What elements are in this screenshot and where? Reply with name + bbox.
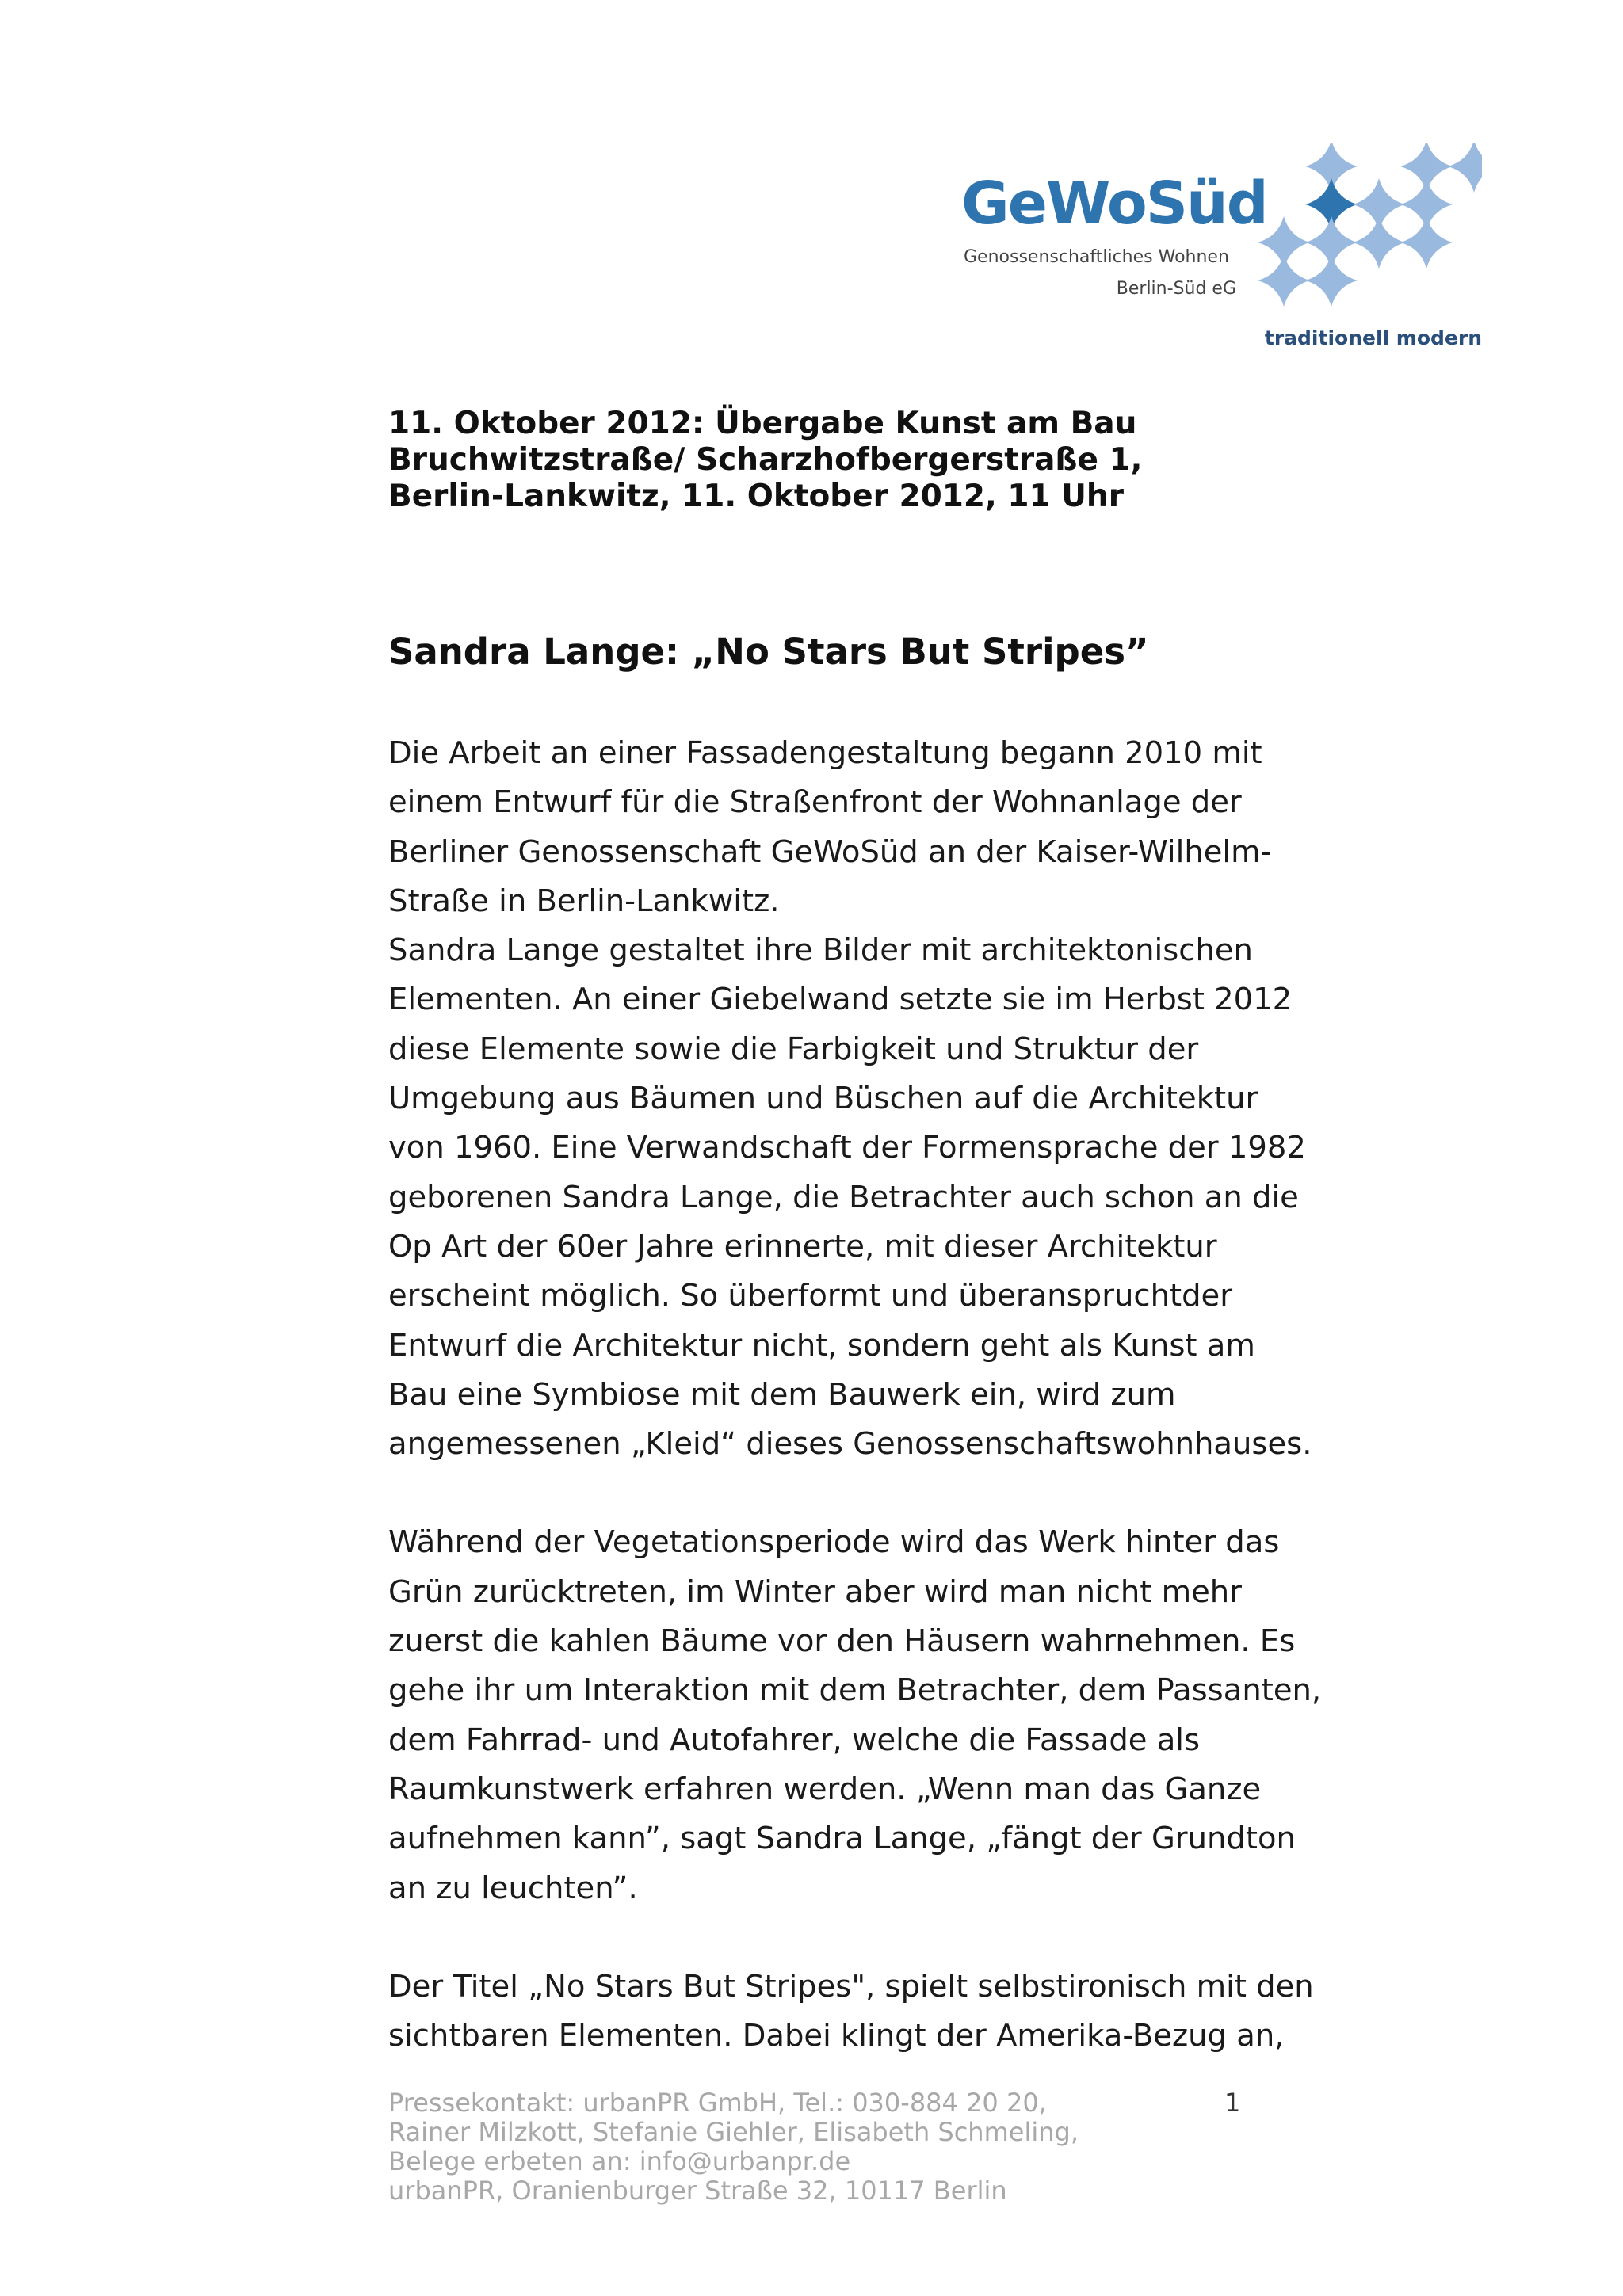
page-number: 1 — [1224, 2088, 1241, 2118]
text-line: Grün zurücktreten, im Winter aber wird man nicht mehr — [388, 1573, 1242, 1610]
text-line: Während der Vegetationsperiode wird das Werk hinter das — [388, 1524, 1280, 1561]
header-line: Bruchwitzstraße/ Scharzhofbergerstraße 1, — [388, 442, 1143, 478]
body-text — [388, 729, 1322, 2110]
text-line: sichtbaren Elementen. Dabei klingt der Amerika-Bezug an, — [388, 2018, 1285, 2054]
paragraph — [388, 729, 1312, 1469]
logo-tagline: traditionell modern — [1264, 326, 1482, 349]
text-line: gehe ihr um Interaktion mit dem Betrachter, dem Passanten, — [388, 1672, 1322, 1709]
press-contact-footer — [388, 2088, 1102, 2206]
text-line: Op Art der 60er Jahre erinnerte, mit dieser Architektur — [388, 1228, 1217, 1264]
logo-star-shape — [1353, 216, 1405, 269]
text-line: angemessenen „Kleid“ dieses Genossenschaftswohnhauses. — [388, 1426, 1312, 1463]
logo-stars-icon — [1252, 143, 1482, 317]
text-line: Raumkunstwerk erfahren werden. „Wenn man das Ganze — [388, 1771, 1262, 1807]
text-line: Bau eine Symbiose mit dem Bauwerk ein, wird zum — [388, 1376, 1176, 1413]
gewosued-logo — [943, 143, 1490, 364]
logo-subtitle: Genossenschaftliches Wohnen — [964, 247, 1229, 267]
text-line: Die Arbeit an einer Fassadengestaltung begann 2010 mit — [388, 735, 1262, 771]
text-line: geborenen Sandra Lange, die Betrachter auch schon an die — [388, 1179, 1299, 1215]
logo-name: GeWoSüd — [961, 170, 1267, 238]
text-line: einem Entwurf für die Straßenfront der Wohnanlage der — [388, 784, 1242, 821]
text-line: Umgebung aus Bäumen und Büschen auf die Architektur — [388, 1081, 1258, 1117]
text-line: aufnehmen kann”, sagt Sandra Lange, „fängt der Grundton — [388, 1821, 1296, 1857]
text-line: Sandra Lange gestaltet ihre Bilder mit architektonischen — [388, 933, 1253, 969]
text-line: Berliner Genossenschaft GeWoSüd an der Kaiser-Wilhelm- — [388, 833, 1272, 870]
footer-line: Pressekontakt: urbanPR GmbH, Tel.: 030-884 20 20, — [388, 2088, 1047, 2118]
logo-star-shape — [1258, 254, 1310, 307]
logo-subtitle-region: Berlin-Süd eG — [1116, 279, 1236, 299]
logo-star-shape — [1400, 216, 1453, 269]
paragraph — [388, 1518, 1322, 1913]
text-line: dem Fahrrad- und Autofahrer, welche die Fassade als — [388, 1722, 1201, 1758]
text-line: Elementen. An einer Giebelwand setzte sie im Herbst 2012 — [388, 982, 1293, 1018]
text-line: Entwurf die Architektur nicht, sondern geht als Kunst am — [388, 1327, 1255, 1363]
text-line: von 1960. Eine Verwandschaft der Formensprache der 1982 — [388, 1130, 1306, 1166]
logo-star-shape — [1448, 143, 1482, 193]
footer-line: Belege erbeten an: info@urbanpr.de — [388, 2146, 851, 2176]
footer-line: Rainer Milzkott, Stefanie Giehler, Elisabeth Schmeling, — [388, 2117, 1079, 2147]
header-line: Berlin-Lankwitz, 11. Oktober 2012, 11 Uhr — [388, 479, 1124, 514]
text-line: an zu leuchten”. — [388, 1870, 638, 1906]
paragraph — [388, 1962, 1314, 2061]
document-title: Sandra Lange: „No Stars But Stripes” — [388, 631, 1149, 673]
text-line: zuerst die kahlen Bäume vor den Häusern wahrnehmen. Es — [388, 1623, 1296, 1660]
text-line: Der Titel „No Stars But Stripes", spielt selbstironisch mit den — [388, 1968, 1314, 2004]
header-line: 11. Oktober 2012: Übergabe Kunst am Bau — [388, 406, 1137, 441]
text-line: Straße in Berlin-Lankwitz. — [388, 883, 780, 919]
text-line: erscheint möglich. So überformt und überanspruchtder — [388, 1278, 1233, 1314]
text-line: diese Elemente sowie die Farbigkeit und Struktur der — [388, 1031, 1199, 1067]
logo-star-shape — [1305, 254, 1358, 307]
footer-line: urbanPR, Oranienburger Straße 32, 10117 Berlin — [388, 2176, 1007, 2206]
press-release-header — [388, 406, 1260, 515]
